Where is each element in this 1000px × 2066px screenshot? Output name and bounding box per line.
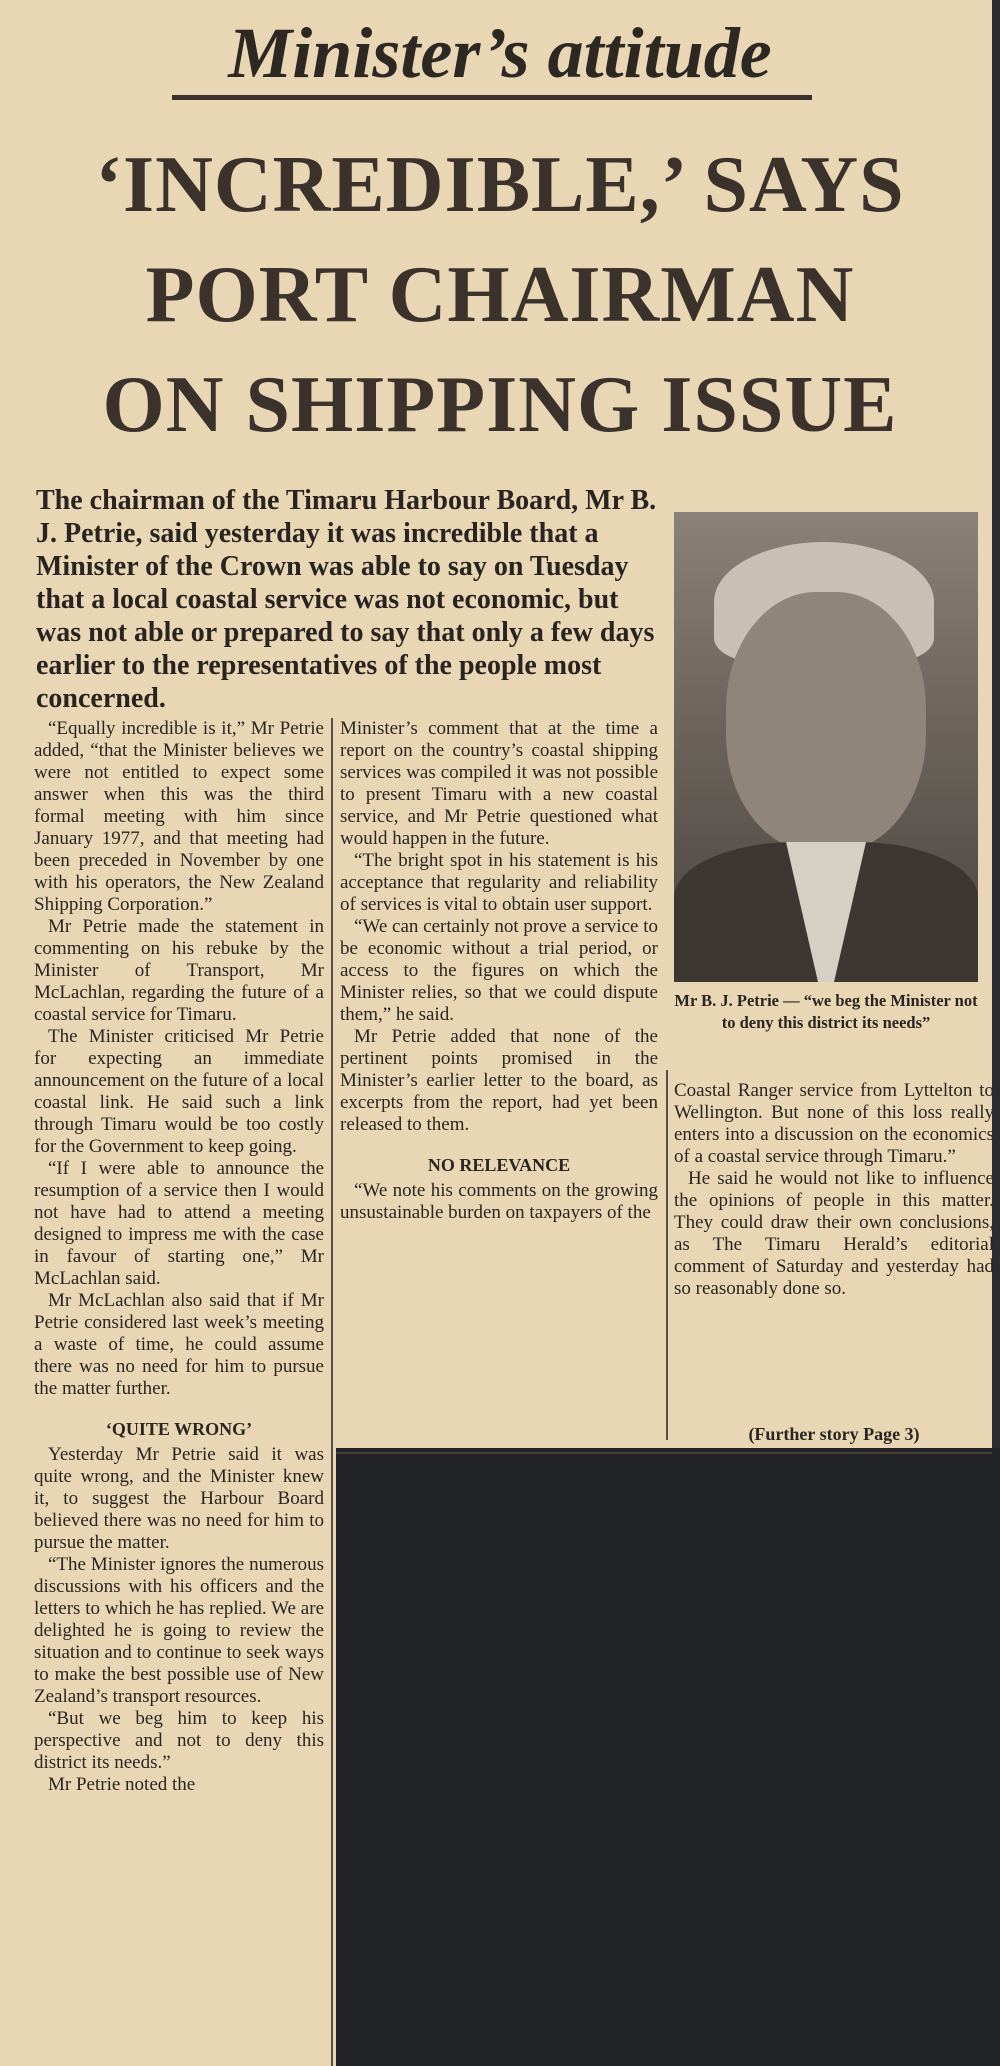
paragraph: Coastal Ranger service from Lyttelton to Wellington. But none of this loss really enters into a discussion on the economics of a coastal service through Timaru.”	[674, 1080, 994, 1167]
paragraph: “The bright spot in his statement is his acceptance that regularity and reliability of services is vital to obtain user support.	[340, 850, 658, 915]
paragraph: “We can certainly not prove a service to be economic without a trial period, or access to the figures on which the Minister relies, so that we could dispute them,” he said.	[340, 916, 658, 1025]
headline-line-2: PORT CHAIRMAN	[145, 251, 855, 339]
kicker-heading: Minister’s attitude	[228, 13, 772, 93]
paragraph: “We note his comments on the growing unsustainable burden on taxpayers of the	[340, 1180, 658, 1223]
subheading-quite-wrong: ‘QUITE WRONG’	[105, 1419, 253, 1439]
photo-caption: Mr B. J. Petrie — “we beg the Minister not to deny this district its needs”	[674, 991, 978, 1032]
paragraph: Mr Petrie made the statement in commenting on his rebuke by the Minister of Transport, Mr McLachlan, regarding the future of a coastal service for Timaru.	[34, 916, 324, 1025]
lede-paragraph: The chairman of the Timaru Harbour Board, Mr B. J. Petrie, said yesterday it was incredible that a Minister of the Crown was able to say on Tuesday that a local coastal service was not economic, but was not able or prepared to say that only a few days earlier to the representatives of the people most concerned.	[36, 485, 657, 714]
paragraph: Minister’s comment that at the time a report on the country’s coastal shipping services was compiled it was not possible to present Timaru with a new coastal service, and Mr Petrie questioned what would happen in the future.	[340, 718, 658, 849]
further-story-note: (Further story Page 3)	[748, 1424, 920, 1444]
article-column-1	[34, 718, 324, 1796]
paragraph: He said he would not like to influence the opinions of people in this matter. They could draw their own conclusions, as The Timaru Herald’s editorial comment of Saturday and yesterday had so reasonably done so.	[674, 1168, 994, 1299]
column-rule-2	[666, 1070, 668, 1440]
bottom-rule	[336, 1452, 992, 1454]
scan-background	[336, 1448, 1000, 2066]
headline-line-3: ON SHIPPING ISSUE	[102, 361, 898, 449]
portrait-photo	[674, 512, 978, 982]
paragraph: Mr Petrie added that none of the pertinent points promised in the Minister’s earlier letter to the board, as excerpts from the report, had yet been released to them.	[340, 1026, 658, 1135]
headline-line-1: ‘INCREDIBLE,’ SAYS	[95, 141, 905, 229]
column-rule-1	[331, 718, 333, 2066]
paragraph: “Equally incredible is it,” Mr Petrie added, “that the Minister believes we were not entitled to expect some answer when this was the third formal meeting with him since January 1977, and that meeting had been preceded in November by one with his operators, the New Zealand Shipping Corporation.”	[34, 718, 324, 915]
paragraph: “But we beg him to keep his perspective and not to deny this district its needs.”	[34, 1708, 324, 1773]
paragraph: Yesterday Mr Petrie said it was quite wrong, and the Minister knew it, to suggest the Harbour Board believed there was no need for him to pursue the matter.	[34, 1444, 324, 1553]
paragraph: “The Minister ignores the numerous discussions with his officers and the letters to which he has replied. We are delighted he is going to review the situation and to continue to seek ways to make the best possible use of New Zealand’s transport resources.	[34, 1554, 324, 1707]
article-column-3	[674, 1080, 994, 1300]
paragraph: Mr Petrie noted the	[48, 1774, 196, 1795]
paragraph: “If I were able to announce the resumption of a service then I would not have had to attend a meeting designed to impress me with the case in favour of starting one,” Mr McLachlan said.	[34, 1158, 324, 1289]
photo-face	[726, 592, 926, 852]
paragraph: Mr McLachlan also said that if Mr Petrie considered last week’s meeting a waste of time, he could assume there was no need for him to pursue the matter further.	[34, 1290, 324, 1399]
kicker-underline	[172, 95, 812, 100]
paragraph: The Minister criticised Mr Petrie for expecting an immediate announcement on the future of a local coastal link. He said such a link through Timaru would be too costly for the Government to keep going.	[34, 1026, 324, 1157]
article-column-2	[340, 718, 658, 1224]
subheading-no-relevance: NO RELEVANCE	[427, 1155, 571, 1175]
